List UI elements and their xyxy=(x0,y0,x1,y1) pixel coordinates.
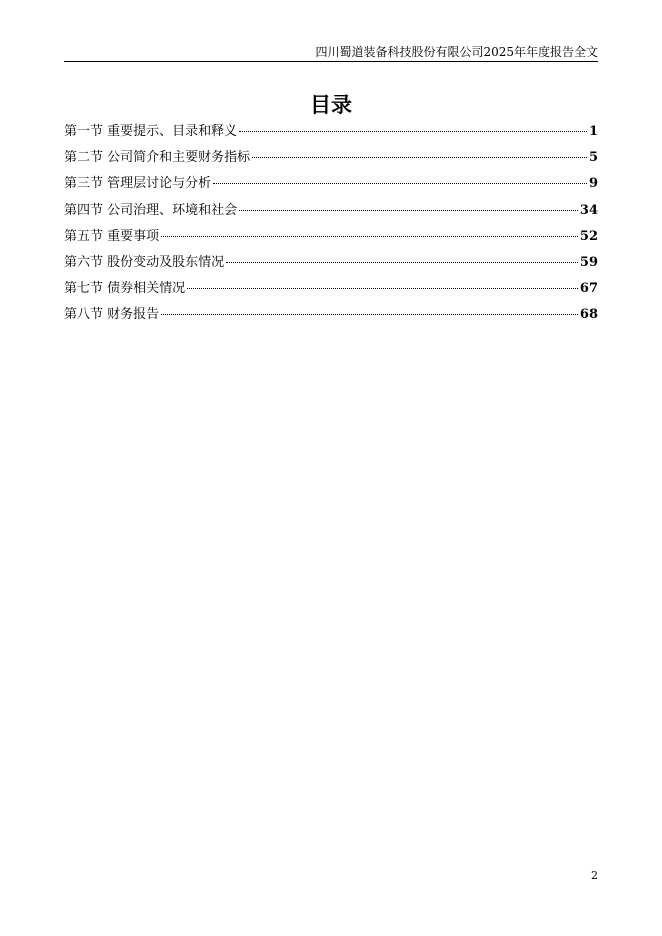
toc-page-number: 34 xyxy=(579,202,598,218)
page-number: 2 xyxy=(591,869,598,882)
toc-section-title: 财务报告 xyxy=(107,307,160,323)
toc-page-number: 68 xyxy=(579,307,598,323)
toc-section-number: 第五节 xyxy=(64,228,104,244)
toc-section-title: 公司简介和主要财务指标 xyxy=(107,150,251,166)
toc-page-number: 9 xyxy=(588,176,598,192)
toc-section-number: 第八节 xyxy=(64,307,104,323)
toc-entry[interactable] xyxy=(64,305,598,331)
toc-page-number: 5 xyxy=(588,150,598,166)
table-of-contents xyxy=(64,122,598,332)
toc-entry[interactable] xyxy=(64,148,598,174)
toc-title: 目录 xyxy=(310,92,352,117)
toc-entry-label xyxy=(64,174,211,194)
toc-entry[interactable] xyxy=(64,122,598,148)
header-divider xyxy=(64,61,598,62)
toc-entry-label xyxy=(64,201,237,221)
toc-page-number: 67 xyxy=(579,281,598,297)
toc-section-title: 重要事项 xyxy=(107,228,160,244)
toc-entry[interactable] xyxy=(64,279,598,305)
toc-entry-label xyxy=(64,227,159,247)
dot-leader xyxy=(226,262,578,263)
toc-page-number: 1 xyxy=(588,124,598,139)
toc-section-title: 股份变动及股东情况 xyxy=(107,254,225,270)
dot-leader xyxy=(161,314,578,315)
running-header: 四川蜀道装备科技股份有限公司2025年年度报告全文 xyxy=(315,45,598,59)
toc-entry-label xyxy=(64,122,237,142)
toc-page-number: 59 xyxy=(579,254,598,270)
dot-leader xyxy=(252,157,587,158)
toc-entry[interactable] xyxy=(64,174,598,200)
toc-page-number: 52 xyxy=(579,228,598,244)
toc-section-title: 重要提示、目录和释义 xyxy=(107,124,238,139)
toc-section-number: 第六节 xyxy=(64,254,104,270)
toc-section-number: 第七节 xyxy=(64,281,104,297)
toc-section-title: 公司治理、环境和社会 xyxy=(107,202,238,218)
toc-entry[interactable] xyxy=(64,201,598,227)
toc-section-number: 第一节 xyxy=(64,124,104,139)
dot-leader xyxy=(187,288,578,289)
toc-section-number: 第三节 xyxy=(64,176,104,192)
dot-leader xyxy=(161,236,578,237)
toc-section-number: 第二节 xyxy=(64,150,104,166)
dot-leader xyxy=(239,131,587,132)
toc-entry-label xyxy=(64,305,159,325)
toc-entry[interactable] xyxy=(64,253,598,279)
toc-entry-label xyxy=(64,279,185,299)
toc-entry-label xyxy=(64,148,250,168)
dot-leader xyxy=(239,210,578,211)
toc-entry[interactable] xyxy=(64,227,598,253)
toc-section-title: 债券相关情况 xyxy=(107,281,186,297)
toc-section-number: 第四节 xyxy=(64,202,104,218)
dot-leader xyxy=(213,183,587,184)
toc-section-title: 管理层讨论与分析 xyxy=(107,176,212,192)
toc-entry-label xyxy=(64,253,224,273)
